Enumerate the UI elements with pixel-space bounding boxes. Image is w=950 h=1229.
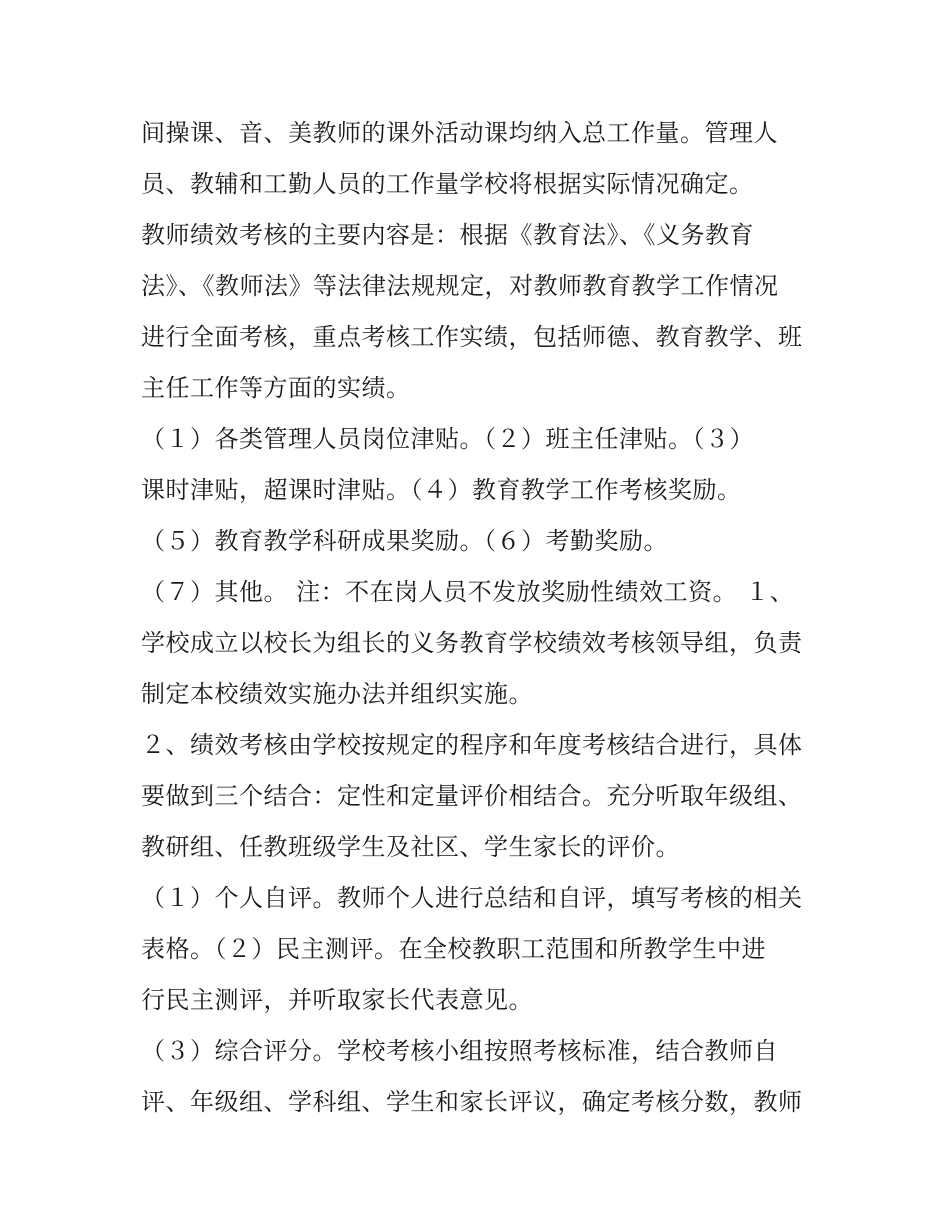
text-line: （５）教育教学科研成果奖励。（６）考勤奖励。 bbox=[141, 527, 668, 555]
text-line: 制定本校绩效实施办法并组织实施。 bbox=[141, 680, 533, 708]
text-line: （７）其他。 注：不在岗人员不发放奖励性绩效工资。 １、 bbox=[141, 578, 795, 606]
text-line: 员、教辅和工勤人员的工作量学校将根据实际情况确定。 bbox=[141, 170, 754, 198]
document-body bbox=[141, 108, 821, 1128]
text-line: 教师绩效考核的主要内容是：根据《教育法》、《义务教育 bbox=[141, 221, 754, 249]
text-line: 表格。（２）民主测评。在全校教职工范围和所教学生中进 bbox=[141, 935, 766, 963]
text-line: 法》、《教师法》等法律法规规定，对教师教育教学工作情况 bbox=[141, 272, 779, 300]
text-line: 主任工作等方面的实绩。 bbox=[141, 374, 411, 402]
text-line: 间操课、音、美教师的课外活动课均纳入总工作量。管理人 bbox=[141, 119, 778, 147]
text-line: ２、绩效考核由学校按规定的程序和年度考核结合进行，具体 bbox=[141, 731, 803, 759]
text-line: 行民主测评，并听取家长代表意见。 bbox=[141, 986, 533, 1014]
text-line: 要做到三个结合：定性和定量评价相结合。充分听取年级组、 bbox=[141, 782, 803, 810]
text-line: （１）个人自评。教师个人进行总结和自评，填写考核的相关 bbox=[141, 884, 803, 912]
text-line: 学校成立以校长为组长的义务教育学校绩效考核领导组，负责 bbox=[141, 629, 803, 657]
text-line: 进行全面考核，重点考核工作实绩，包括师德、教育教学、班 bbox=[141, 323, 803, 351]
text-line: （１）各类管理人员岗位津贴。（２）班主任津贴。（３） bbox=[141, 425, 754, 453]
text-line: 课时津贴，超课时津贴。（４）教育教学工作考核奖励。 bbox=[141, 476, 742, 504]
text-line: 评、年级组、学科组、学生和家长评议，确定考核分数，教师 bbox=[141, 1088, 803, 1116]
text-line: （３）综合评分。学校考核小组按照考核标准，结合教师自 bbox=[141, 1037, 778, 1065]
text-line: 教研组、任教班级学生及社区、学生家长的评价。 bbox=[141, 833, 680, 861]
